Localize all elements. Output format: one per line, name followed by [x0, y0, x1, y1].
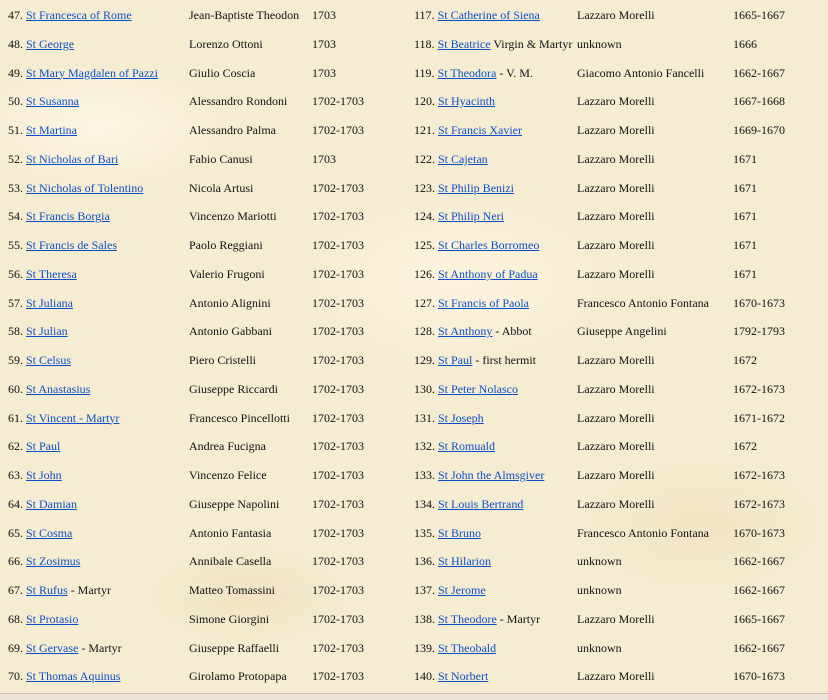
entry-number: 69. [8, 640, 23, 655]
year-range: 1703 [312, 8, 336, 22]
entry-cell [8, 580, 111, 600]
saint-link[interactable]: St Rufus [26, 583, 68, 597]
year-range: 1672-1673 [733, 496, 785, 511]
year-range: 1702-1703 [312, 381, 364, 396]
artist-name: Paolo Reggiani [189, 238, 263, 252]
entry-number: 124. [414, 209, 435, 224]
artist-name: Giulio Coscia [189, 65, 256, 80]
year-range: 1702-1703 [312, 410, 364, 425]
saint-suffix: - Martyr [496, 611, 541, 626]
entry-number: 135. [414, 525, 435, 540]
entry-number: 54. [8, 209, 23, 224]
entry-cell [8, 379, 90, 399]
saint-link[interactable]: St Catherine of Siena [437, 8, 540, 22]
entry-cell [414, 206, 504, 226]
entry-number: 117. [414, 8, 435, 22]
entry-cell [414, 638, 496, 658]
artist-name: Nicola Artusi [189, 180, 254, 195]
entry-number: 63. [8, 468, 23, 482]
entry-cell [8, 609, 78, 629]
bottom-rule [0, 693, 828, 700]
artist-name: Antonio Alignini [189, 295, 271, 310]
entry-cell [414, 293, 529, 313]
year-range: 1702-1703 [312, 468, 364, 482]
saint-link[interactable]: St Martina [26, 123, 77, 137]
table-row [0, 264, 828, 284]
saint-link[interactable]: St Gervase [26, 640, 79, 655]
entry-number: 65. [8, 525, 23, 540]
artist-name: Lazzaro Morelli [577, 94, 655, 109]
entry-cell [414, 178, 514, 198]
entry-number: 51. [8, 123, 23, 137]
saint-link[interactable]: St Protasio [26, 611, 79, 626]
year-range: 1702-1703 [312, 496, 364, 511]
year-range: 1671 [733, 180, 757, 195]
year-range: 1662-1667 [733, 554, 785, 569]
entry-number: 121. [414, 123, 435, 137]
entry-cell [8, 350, 71, 370]
entry-cell [414, 120, 522, 140]
entry-number: 59. [8, 353, 23, 367]
artist-name: Andrea Fucigna [189, 439, 266, 454]
entry-cell [8, 638, 122, 658]
entry-number: 55. [8, 238, 23, 252]
artist-name: Valerio Frugoni [189, 266, 265, 281]
saint-link[interactable]: St Anthony [438, 324, 493, 339]
artist-name: Antonio Fantasia [189, 525, 272, 540]
entry-number: 123. [414, 180, 435, 195]
entry-number: 125. [414, 238, 435, 252]
year-range: 1702-1703 [312, 266, 364, 281]
artist-name: Lazzaro Morelli [577, 266, 655, 281]
saint-link[interactable]: St Mary Magdalen of Pazzi [26, 65, 158, 80]
saint-link[interactable]: St Francis Borgia [26, 209, 110, 224]
year-range: 1671 [733, 209, 757, 224]
entry-cell [414, 264, 538, 284]
artist-name: Francesco Antonio Fontana [577, 525, 709, 540]
saint-link[interactable]: St Francesca of Rome [26, 8, 132, 22]
saint-link[interactable]: St Paul [438, 353, 473, 367]
year-range: 1670-1673 [733, 525, 785, 540]
saint-suffix: - Martyr [67, 583, 112, 597]
year-range: 1702-1703 [312, 238, 364, 252]
saint-link[interactable]: St John the Almsgiver [438, 468, 545, 482]
year-range: 1670-1673 [733, 669, 785, 684]
artist-name: Lazzaro Morelli [577, 410, 655, 425]
entry-number: 126. [414, 266, 435, 281]
year-range: 1671 [733, 266, 757, 281]
saint-link[interactable]: St Louis Bertrand [438, 496, 524, 511]
year-range: 1667-1668 [733, 94, 785, 109]
entry-cell [8, 120, 77, 140]
artist-name: Lazzaro Morelli [577, 209, 655, 224]
entry-cell [414, 350, 536, 370]
saint-link[interactable]: St Juliana [26, 295, 73, 310]
entry-cell [414, 666, 488, 686]
artist-name: Giuseppe Napolini [189, 496, 280, 511]
entry-cell [8, 149, 118, 169]
saint-link[interactable]: St Theobald [438, 640, 497, 655]
entry-cell [8, 34, 74, 54]
entry-cell [8, 465, 62, 485]
entry-number: 60. [8, 381, 23, 396]
artist-name: Jean-Baptiste Theodon [189, 8, 300, 22]
entry-cell [8, 436, 60, 456]
saint-link[interactable]: St Paul [26, 439, 61, 454]
artist-name: Alessandro Palma [189, 123, 276, 137]
artist-name: Girolamo Protopapa [189, 669, 287, 684]
entry-number: 118. [414, 36, 435, 51]
saint-link[interactable]: St Anastasius [26, 381, 91, 396]
saint-link[interactable]: St Francis of Paola [438, 295, 529, 310]
year-range: 1670-1673 [733, 295, 785, 310]
entry-number: 134. [414, 496, 435, 511]
entry-number: 48. [8, 36, 23, 51]
table-row [0, 178, 828, 198]
year-range: 1702-1703 [312, 353, 364, 367]
table-row [0, 5, 828, 25]
entry-cell [414, 580, 486, 600]
artist-name: Fabio Canusi [189, 151, 253, 166]
entry-number: 132. [414, 439, 435, 454]
entry-cell [8, 321, 68, 341]
entry-number: 64. [8, 496, 23, 511]
artist-name: unknown [577, 554, 622, 569]
artist-name: Lazzaro Morelli [577, 669, 655, 684]
saint-link[interactable]: St Nicholas of Bari [26, 151, 119, 166]
saint-suffix: - Martyr [78, 640, 122, 655]
entry-cell [8, 551, 80, 571]
artist-name: Vincenzo Mariotti [189, 209, 277, 224]
entry-number: 119. [414, 65, 435, 80]
artist-name: unknown [577, 36, 622, 51]
saint-link[interactable]: St Francis Xavier [438, 123, 522, 137]
artist-name: Lazzaro Morelli [577, 8, 655, 22]
entry-cell [414, 34, 572, 54]
year-range: 1702-1703 [312, 554, 364, 569]
entry-number: 62. [8, 439, 23, 454]
artist-name: Francesco Pincellotti [189, 410, 290, 425]
year-range: 1669-1670 [733, 123, 785, 137]
artist-name: unknown [577, 583, 622, 597]
entry-cell [414, 321, 532, 341]
table-row [0, 580, 828, 600]
year-range: 1665-1667 [733, 8, 785, 22]
table-row [0, 235, 828, 255]
artist-name: Francesco Antonio Fontana [577, 295, 709, 310]
artist-name: Lorenzo Ottoni [189, 36, 263, 51]
saint-link[interactable]: St Jerome [438, 583, 486, 597]
entry-number: 56. [8, 266, 23, 281]
saint-link[interactable]: St Damian [26, 496, 77, 511]
saint-suffix: - V. M. [496, 65, 533, 80]
year-range: 1702-1703 [312, 94, 364, 109]
artist-name: Lazzaro Morelli [577, 468, 655, 482]
table-row [0, 350, 828, 370]
entry-cell [414, 551, 491, 571]
saint-link[interactable]: St Norbert [438, 669, 489, 684]
year-range: 1702-1703 [312, 525, 364, 540]
entry-cell [8, 523, 72, 543]
entry-cell [8, 408, 119, 428]
saint-link[interactable]: St Beatrice [437, 36, 491, 51]
entry-number: 47. [8, 8, 23, 22]
artist-name: Lazzaro Morelli [577, 180, 655, 195]
entry-number: 68. [8, 611, 23, 626]
saint-link[interactable]: St George [26, 36, 75, 51]
year-range: 1665-1667 [733, 611, 785, 626]
entry-cell [414, 436, 495, 456]
table-row [0, 379, 828, 399]
saint-suffix: Virgin & Martyr [490, 36, 573, 51]
entry-cell [8, 293, 73, 313]
entry-number: 122. [414, 151, 435, 166]
saint-link[interactable]: St Susanna [26, 94, 80, 109]
year-range: 1703 [312, 36, 336, 51]
year-range: 1703 [312, 151, 336, 166]
year-range: 1671 [733, 151, 757, 166]
saint-link[interactable]: St Nicholas of Tolentino [26, 180, 144, 195]
entry-cell [414, 379, 518, 399]
year-range: 1702-1703 [312, 669, 364, 684]
artist-name: Matteo Tomassini [189, 583, 275, 597]
year-range: 1702-1703 [312, 611, 364, 626]
entry-number: 140. [414, 669, 435, 684]
saint-link[interactable]: St Philip Neri [438, 209, 505, 224]
year-range: 1671 [733, 238, 757, 252]
artist-name: Piero Cristelli [189, 353, 256, 367]
entry-number: 120. [414, 94, 435, 109]
entry-cell [414, 609, 540, 629]
year-range: 1666 [733, 36, 757, 51]
entry-number: 53. [8, 180, 23, 195]
artist-name: Giuseppe Raffaelli [189, 640, 280, 655]
entry-cell [8, 206, 110, 226]
table-row [0, 63, 828, 83]
entry-cell [8, 666, 120, 686]
year-range: 1702-1703 [312, 439, 364, 454]
saint-link[interactable]: St Francis de Sales [26, 238, 117, 252]
table-row [0, 321, 828, 341]
entry-cell [414, 523, 481, 543]
year-range: 1672-1673 [733, 381, 785, 396]
entry-number: 127. [414, 295, 435, 310]
saint-link[interactable]: St Theresa [26, 266, 77, 281]
entry-number: 128. [414, 324, 435, 339]
saint-link[interactable]: St Theodora [437, 65, 497, 80]
table-row [0, 523, 828, 543]
saint-link[interactable]: St Vincent - Martyr [26, 410, 120, 425]
year-range: 1703 [312, 65, 336, 80]
table-row [0, 120, 828, 140]
table-row [0, 293, 828, 313]
saint-link[interactable]: St Hyacinth [438, 94, 495, 109]
entry-number: 67. [8, 583, 23, 597]
entry-number: 52. [8, 151, 23, 166]
table-row [0, 91, 828, 111]
entry-number: 66. [8, 554, 23, 569]
artist-name: Lazzaro Morelli [577, 496, 655, 511]
table-row [0, 206, 828, 226]
artist-name: Lazzaro Morelli [577, 238, 655, 252]
year-range: 1702-1703 [312, 209, 364, 224]
table-row [0, 465, 828, 485]
year-range: 1662-1667 [733, 583, 785, 597]
artist-name: Antonio Gabbani [189, 324, 272, 339]
entry-cell [414, 235, 539, 255]
artist-name: Annibale Casella [189, 554, 272, 569]
entry-number: 57. [8, 295, 23, 310]
saint-link[interactable]: St Philip Benizi [438, 180, 515, 195]
entry-number: 136. [414, 554, 435, 569]
table-row [0, 436, 828, 456]
saint-link[interactable]: St Theodore [438, 611, 497, 626]
artist-name: Simone Giorgini [189, 611, 270, 626]
year-range: 1662-1667 [733, 65, 785, 80]
artist-name: Lazzaro Morelli [577, 123, 655, 137]
saint-link[interactable]: St Cosma [26, 525, 73, 540]
table-row [0, 609, 828, 629]
entry-cell [414, 494, 523, 514]
entry-number: 131. [414, 410, 435, 425]
entry-number: 129. [414, 353, 435, 367]
artist-name: Giuseppe Riccardi [189, 381, 278, 396]
saint-link[interactable]: St Julian [26, 324, 68, 339]
saint-link[interactable]: St Hilarion [438, 554, 491, 569]
entry-number: 61. [8, 410, 23, 425]
year-range: 1662-1667 [733, 640, 785, 655]
table-row [0, 638, 828, 658]
table-row [0, 494, 828, 514]
table-row [0, 666, 828, 686]
year-range: 1672-1673 [733, 468, 785, 482]
entry-cell [8, 63, 158, 83]
artist-name: Lazzaro Morelli [577, 611, 655, 626]
year-range: 1792-1793 [733, 324, 785, 339]
saint-link[interactable]: St Romuald [438, 439, 496, 454]
entry-cell [8, 235, 117, 255]
year-range: 1702-1703 [312, 180, 364, 195]
saint-link[interactable]: St Cajetan [438, 151, 488, 166]
artist-name: Giuseppe Angelini [577, 324, 667, 339]
saint-link[interactable]: St Anthony of Padua [438, 266, 538, 281]
entry-number: 139. [414, 640, 435, 655]
entry-cell [414, 408, 484, 428]
saint-link[interactable]: St Joseph [438, 410, 484, 425]
table-row [0, 408, 828, 428]
entry-cell [414, 5, 540, 25]
entry-cell [8, 264, 77, 284]
entry-cell [8, 91, 79, 111]
year-range: 1672 [733, 353, 757, 367]
table-row [0, 149, 828, 169]
entry-cell [8, 178, 143, 198]
entry-cell [414, 465, 544, 485]
entry-number: 133. [414, 468, 435, 482]
entry-cell [8, 494, 77, 514]
entry-number: 137. [414, 583, 435, 597]
artist-name: Lazzaro Morelli [577, 439, 655, 454]
saint-link[interactable]: St Peter Nolasco [438, 381, 518, 396]
year-range: 1702-1703 [312, 295, 364, 310]
saint-suffix: - Abbot [492, 324, 532, 339]
artist-name: Lazzaro Morelli [577, 381, 655, 396]
entry-number: 130. [414, 381, 435, 396]
saint-link[interactable]: St Celsus [26, 353, 72, 367]
year-range: 1702-1703 [312, 123, 364, 137]
year-range: 1672 [733, 439, 757, 454]
table-row [0, 34, 828, 54]
artist-name: unknown [577, 640, 622, 655]
saint-link[interactable]: St Charles Borromeo [438, 238, 540, 252]
table-row [0, 551, 828, 571]
saint-link[interactable]: St Thomas Aquinus [26, 669, 121, 684]
artist-name: Giacomo Antonio Fancelli [577, 65, 705, 80]
entry-number: 138. [414, 611, 435, 626]
artist-name: Alessandro Rondoni [189, 94, 288, 109]
saint-link[interactable]: St Zosimus [26, 554, 81, 569]
entry-number: 58. [8, 324, 23, 339]
entry-number: 49. [8, 65, 23, 80]
year-range: 1702-1703 [312, 324, 364, 339]
artist-name: Vincenzo Felice [189, 468, 267, 482]
entry-cell [414, 91, 495, 111]
entry-cell [414, 149, 488, 169]
artist-name: Lazzaro Morelli [577, 151, 655, 166]
saint-link[interactable]: St Bruno [438, 525, 482, 540]
year-range: 1702-1703 [312, 583, 364, 597]
year-range: 1671-1672 [733, 410, 785, 425]
year-range: 1702-1703 [312, 640, 364, 655]
entry-cell [414, 63, 533, 83]
entry-number: 50. [8, 94, 23, 109]
saint-suffix: - first hermit [472, 353, 536, 367]
entry-cell [8, 5, 132, 25]
entry-number: 70. [8, 669, 23, 684]
artist-name: Lazzaro Morelli [577, 353, 655, 367]
saint-link[interactable]: St John [26, 468, 62, 482]
